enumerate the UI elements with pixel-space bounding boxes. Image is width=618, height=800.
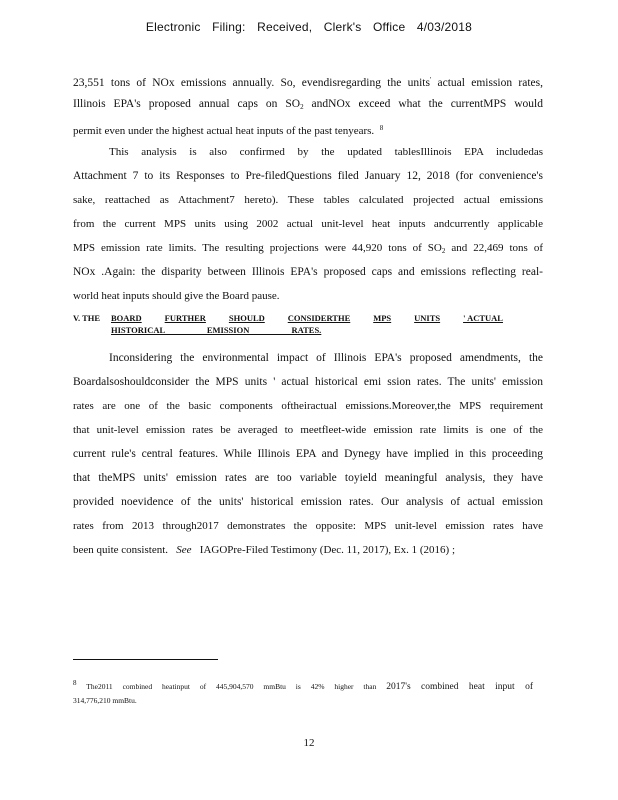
paragraph-1-line-3: permit even under the highest actual heat inputs of the past tenyears. $^8$ (73, 124, 384, 137)
section-heading (73, 312, 543, 336)
paragraph-1-line-2: Illinois EPA's proposed annual caps on $SO_2$ andNOx exceed what the currentMPS would (73, 98, 543, 111)
paragraph-3-line-9: been quite consistent. See IAGOPre-Filed Testimony (Dec. 11, 2017), Ex. 1 (2016) ; (73, 544, 456, 556)
body-text (73, 68, 543, 562)
paragraph-2-line-7: world heat inputs should give the Board pause. (73, 290, 280, 302)
page-number: 12 (303, 737, 315, 749)
paragraph-3-line-3: rates are one of the basic components oftheiractual emissions.Moreover,the MPS requirement (73, 400, 543, 412)
paragraph-2-line-4: from the current MPS units using 2002 actual unit-level heat inputs andcurrently applicable (73, 218, 543, 230)
footnote-line-1: 8 The2011 combined heatinput of 445,904,570 mmBtu is 42% higher than 2017's combined heat input of (73, 679, 533, 692)
paragraph-3-line-8: rates from 2013 through2017 demonstrates the opposite: MPS unit-level emission rates have (73, 520, 543, 532)
footnote-8 (73, 677, 533, 707)
footnote-marker: 8 (73, 679, 77, 687)
footnote-reference[interactable]: 8 (379, 124, 384, 132)
paragraph-3-line-7: provided noevidence of the units' historical emission rates. Our analysis of actual emission (73, 496, 543, 508)
filing-header: Electronic Filing: Received, Clerk's Office 4/03/2018 (145, 20, 473, 34)
footnote-divider (73, 659, 218, 660)
section-number: V. THE (73, 313, 101, 323)
paragraph-3-line-5: current rule's central features. While Illinois EPA and Dynegy have implied in this proceeding (73, 448, 543, 460)
paragraph-2-line-6: NOx .Again: the disparity between Illinois EPA's proposed caps and emissions reflecting real- (73, 266, 543, 278)
section-heading-line-2: HISTORICAL EMISSION RATES. (111, 325, 322, 335)
paragraph-2-line-1: This analysis is also confirmed by the updated tablesIllinois EPA includedas (109, 146, 543, 158)
paragraph-3-line-4: that unit-level emission rates be averaged to meetfleet-wide emission rate limits is one of the (73, 424, 543, 436)
paragraph-2-line-3: sake, reattached as Attachment7 hereto). These tables calculated projected actual emissions (73, 194, 543, 206)
paragraph-3-line-6: that theMPS units' emission rates are too variable toyield meaningful analysis, they have (73, 472, 543, 484)
paragraph-3-line-2: Boardalsoshouldconsider the MPS units ' actual historical emi ssion rates. The units' emission (73, 376, 543, 388)
see-signal: See (176, 544, 192, 556)
paragraph-2-line-5: MPS emission rate limits. The resulting projections were 44,920 tons of $SO_2$ and 22,469 tons of (73, 242, 543, 255)
paragraph-2-line-2: Attachment 7 to its Responses to Pre-filedQuestions filed January 12, 2018 (for convenience's (73, 170, 543, 182)
paragraph-3-line-1: Inconsidering the environmental impact of Illinois EPA's proposed amendments, the (109, 352, 543, 364)
paragraph-1-line-1: 23,551 tons of NOx emissions annually. So, evendisregarding the units' actual emission rates, (73, 76, 543, 89)
footnote-line-2: 314,776,210 mmBtu. (73, 696, 137, 705)
section-heading-line-1: V. THE BOARD FURTHER SHOULD CONSIDERTHE MPS UNITS ' ACTUAL (73, 313, 503, 323)
